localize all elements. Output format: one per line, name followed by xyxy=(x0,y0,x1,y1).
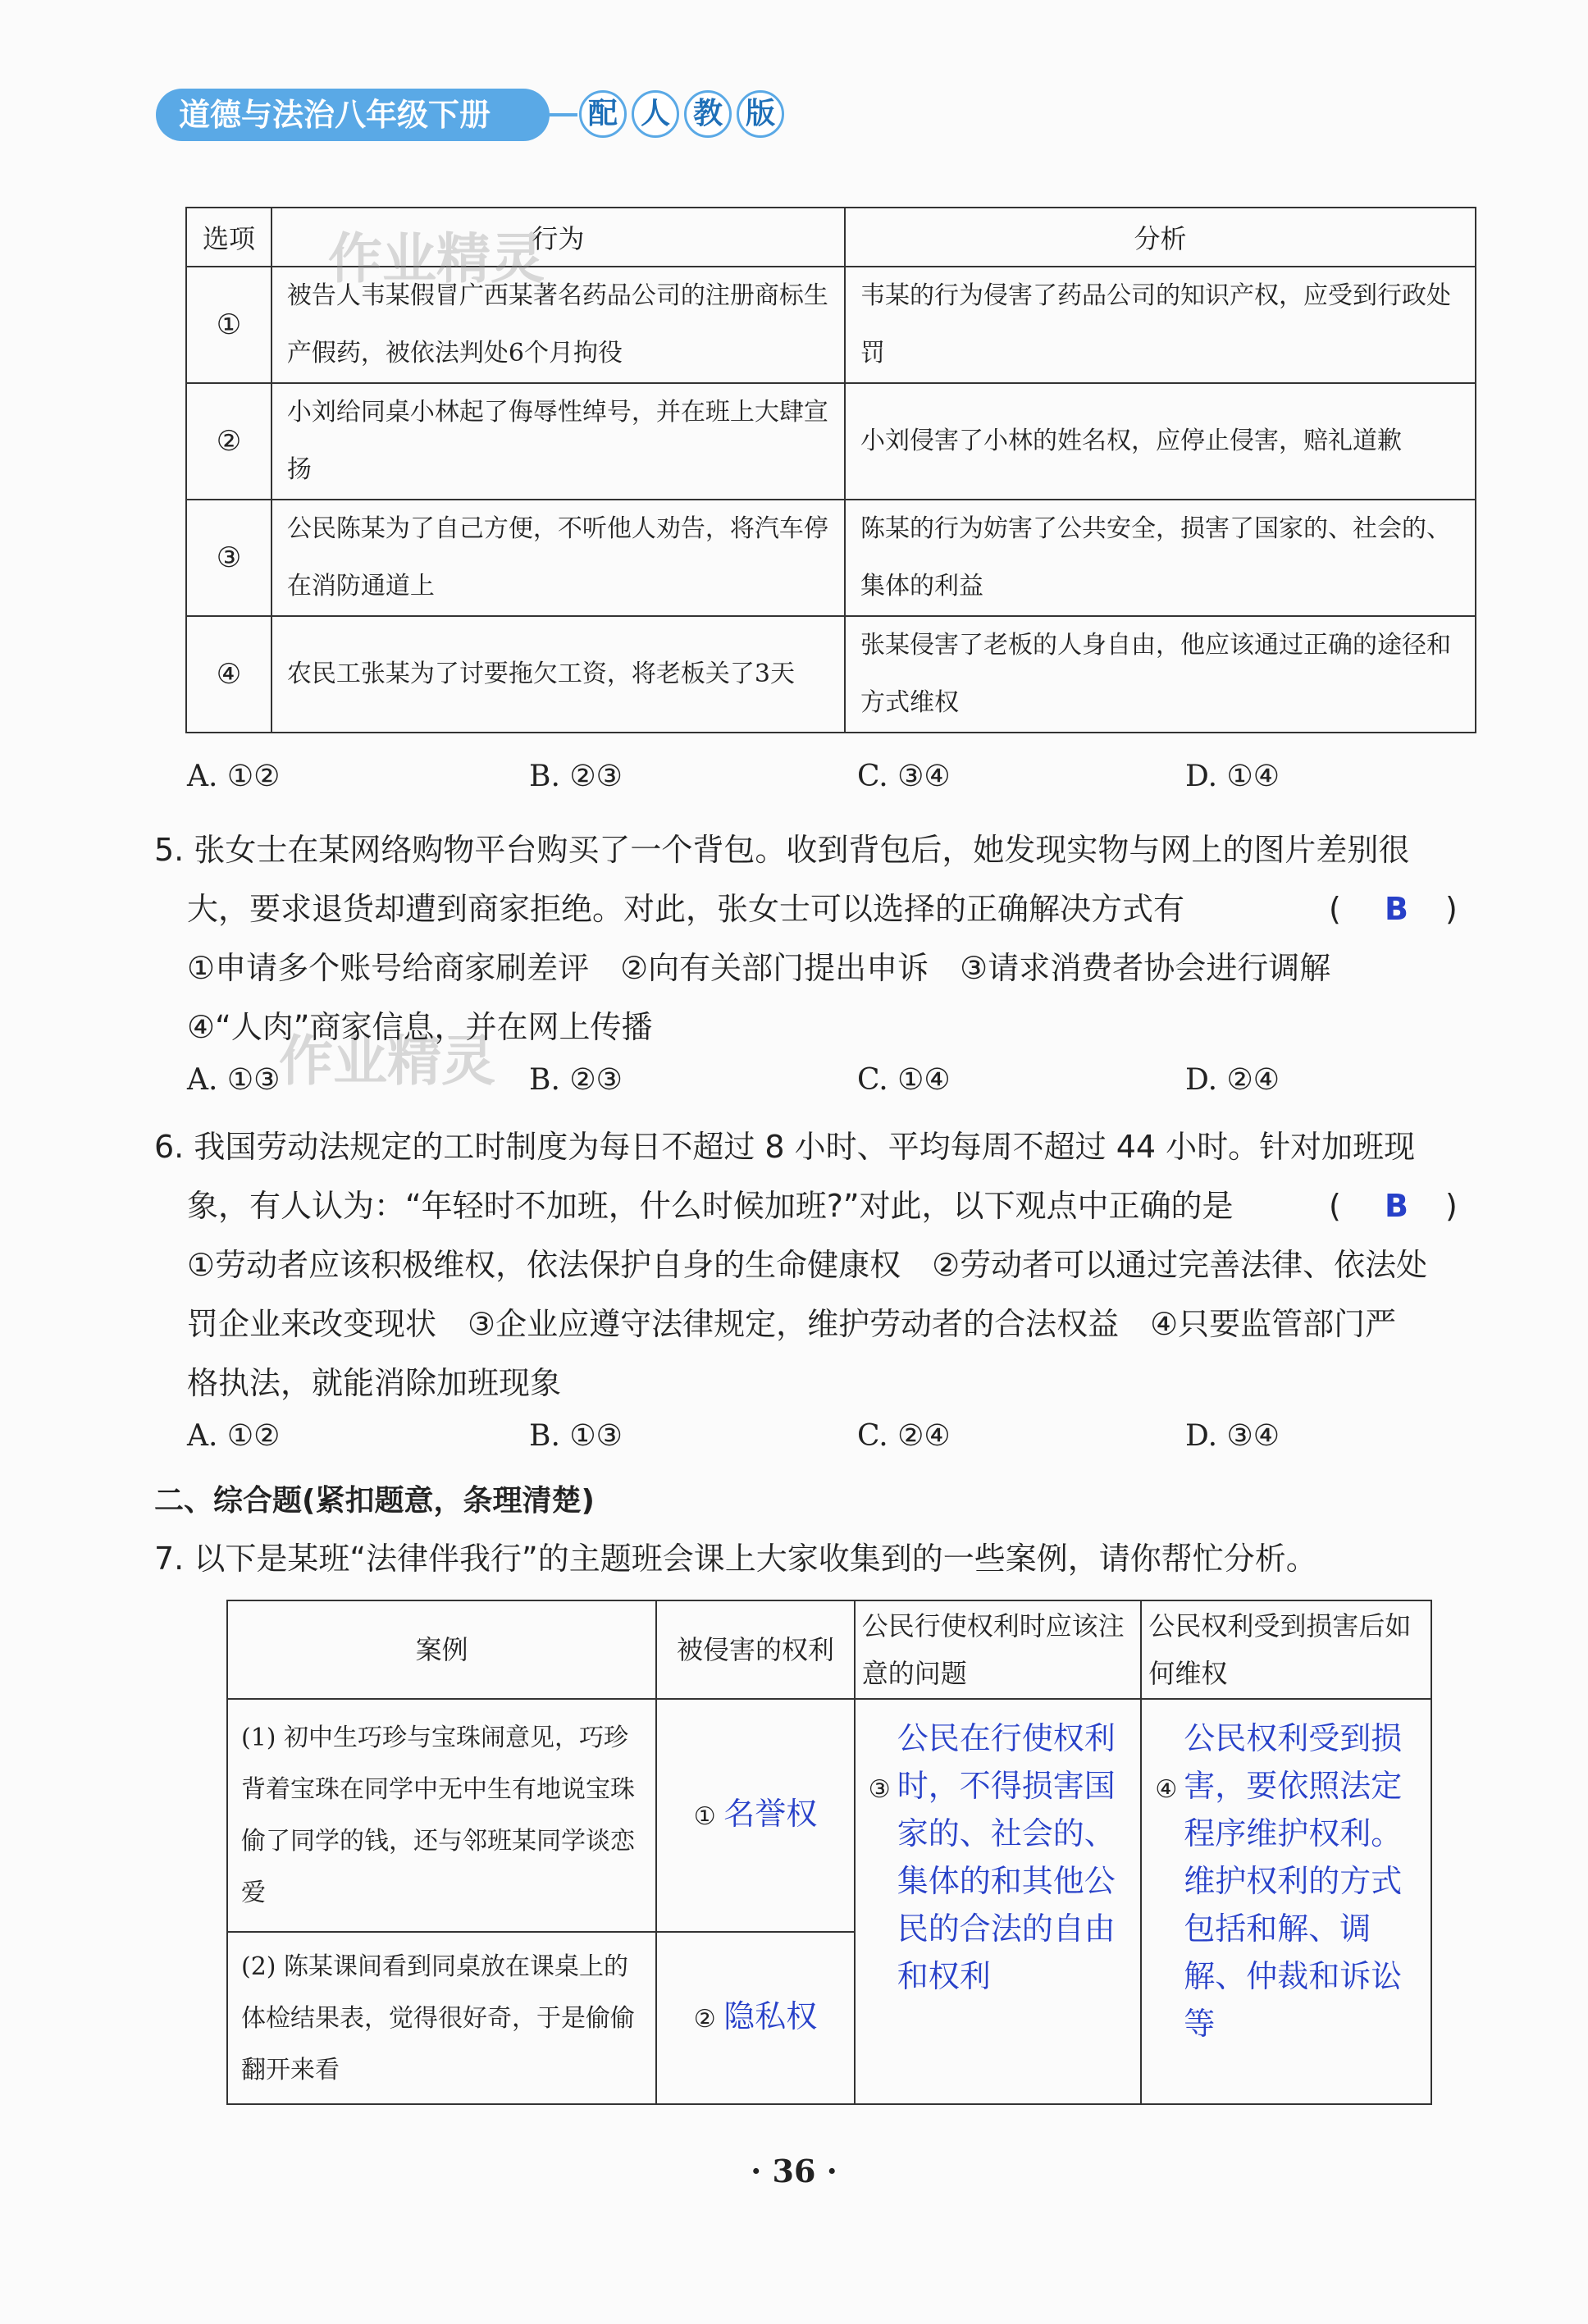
table-header: 行为 xyxy=(272,208,845,267)
section-heading: 二、综合题(紧扣题意，条理清楚) xyxy=(154,1484,595,1518)
edition-chip: 版 xyxy=(737,90,784,138)
choice-a: A. ①③ xyxy=(187,1063,281,1097)
option-number: ② xyxy=(186,383,272,500)
edition-chip: 教 xyxy=(684,90,732,138)
blank-mark: ④ xyxy=(1155,1775,1178,1804)
option-number: ① xyxy=(186,267,272,383)
right-cell xyxy=(656,1699,855,1932)
choice-d: D. ①④ xyxy=(1185,760,1280,793)
question-5-line: ④“人肉”商家信息，并在网上传播 xyxy=(187,1009,653,1045)
case-cell: (1) 初中生巧珍与宝珠闹意见，巧珍背着宝珠在同学中无中生有地说宝珠偷了同学的钱，还与邻班某同学谈恋爱 xyxy=(227,1699,656,1932)
answer-paren-open: ( xyxy=(1329,1188,1341,1224)
answer-remedy: 公民权利受到损害，要依照法定程序维护权利。维护权利的方式包括和解、调解、仲裁和诉讼等 xyxy=(1184,1720,1403,2042)
question-6-line: 6. 我国劳动法规定的工时制度为每日不超过 8 小时、平均每周不超过 44 小时。针对加班现 xyxy=(154,1129,1416,1165)
right-cell xyxy=(656,1932,855,2104)
choice-c: C. ②④ xyxy=(857,1419,951,1453)
table-header: 案例 xyxy=(227,1600,656,1699)
analysis-cell: 小刘侵害了小林的姓名权，应停止侵害，赔礼道歉 xyxy=(845,383,1476,500)
answer-right-1: 名誉权 xyxy=(723,1796,818,1832)
choice-a: A. ①② xyxy=(187,1419,281,1453)
table-row xyxy=(186,383,1476,500)
behavior-cell: 农民工张某为了讨要拖欠工资，将老板关了3天 xyxy=(272,616,845,733)
analysis-cell: 张某侵害了老板的人身自由，他应该通过正确的途径和方式维权 xyxy=(845,616,1476,733)
question-6-line: 象，有人认为：“年轻时不加班，什么时候加班?”对此，以下观点中正确的是 xyxy=(187,1188,1234,1224)
question-5-line: ①申请多个账号给商家刷差评 ②向有关部门提出申诉 ③请求消费者协会进行调解 xyxy=(187,950,1331,986)
table-header: 公民权利受到损害后如何维权 xyxy=(1141,1600,1431,1699)
table-row xyxy=(186,616,1476,733)
remedy-cell xyxy=(1141,1699,1431,2104)
blank-mark: ③ xyxy=(868,1775,891,1804)
table-header: 公民行使权利时应该注意的问题 xyxy=(855,1600,1142,1699)
choice-a: A. ①② xyxy=(187,760,281,793)
attention-cell xyxy=(855,1699,1142,2104)
edition-chip: 人 xyxy=(632,90,679,138)
question-7-stem: 7. 以下是某班“法律伴我行”的主题班会课上大家收集到的一些案例，请你帮忙分析。 xyxy=(154,1541,1317,1577)
analysis-cell: 韦某的行为侵害了药品公司的知识产权，应受到行政处罚 xyxy=(845,267,1476,383)
question-5-line: 大，要求退货却遭到商家拒绝。对此，张女士可以选择的正确解决方式有 xyxy=(187,891,1185,927)
answer-attention: 公民在行使权利时，不得损害国家的、社会的、集体的和其他公民的合法的自由和权利 xyxy=(897,1720,1116,1994)
answer-mark: B xyxy=(1385,891,1408,927)
answer-paren-close: ) xyxy=(1445,891,1458,927)
question-5-line: 5. 张女士在某网络购物平台购买了一个背包。收到背包后，她发现实物与网上的图片差别很 xyxy=(154,832,1410,868)
question-6-line: 格执法，就能消除加班现象 xyxy=(187,1365,562,1401)
behavior-cell: 被告人韦某假冒广西某著名药品公司的注册商标生产假药，被依法判处6个月拘役 xyxy=(272,267,845,383)
table-header: 被侵害的权利 xyxy=(656,1600,855,1699)
page-number: · 36 · xyxy=(751,2153,837,2189)
book-title-banner: 道德与法治八年级下册 xyxy=(156,89,550,141)
table-row xyxy=(227,1699,1431,1932)
option-number: ④ xyxy=(186,616,272,733)
choice-d: D. ③④ xyxy=(1185,1419,1280,1453)
question-6-line: 罚企业来改变现状 ③企业应遵守法律规定，维护劳动者的合法权益 ④只要监管部门严 xyxy=(187,1306,1397,1342)
choice-c: C. ③④ xyxy=(857,760,951,793)
answer-right-2: 隐私权 xyxy=(723,1998,818,2034)
table-header: 分析 xyxy=(845,208,1476,267)
choice-d: D. ②④ xyxy=(1185,1063,1280,1097)
case-cell: (2) 陈某课间看到同桌放在课桌上的体检结果表，觉得很好奇，于是偷偷翻开来看 xyxy=(227,1932,656,2104)
watermark: 作业精灵 xyxy=(328,227,545,290)
analysis-cell: 陈某的行为妨害了公共安全，损害了国家的、社会的、集体的利益 xyxy=(845,500,1476,616)
question-6-line: ①劳动者应该积极维权，依法保护自身的生命健康权 ②劳动者可以通过完善法律、依法处 xyxy=(187,1247,1428,1283)
blank-mark: ① xyxy=(693,1802,716,1831)
table-row xyxy=(186,500,1476,616)
answer-mark: B xyxy=(1385,1188,1408,1224)
choice-c: C. ①④ xyxy=(857,1063,951,1097)
answer-paren-open: ( xyxy=(1329,891,1341,927)
case-analysis-table xyxy=(226,1600,1432,2105)
choice-b: B. ②③ xyxy=(529,760,623,793)
blank-mark: ② xyxy=(693,2005,716,2034)
behavior-cell: 小刘给同桌小林起了侮辱性绰号，并在班上大肆宣扬 xyxy=(272,383,845,500)
choice-b: B. ②③ xyxy=(529,1063,623,1097)
answer-paren-close: ) xyxy=(1445,1188,1458,1224)
table-header: 选项 xyxy=(186,208,272,267)
watermark: 作业精灵 xyxy=(279,1030,495,1093)
choice-b: B. ①③ xyxy=(529,1419,623,1453)
banner-connector xyxy=(548,113,577,116)
behavior-cell: 公民陈某为了自己方便，不听他人劝告，将汽车停在消防通道上 xyxy=(272,500,845,616)
option-number: ③ xyxy=(186,500,272,616)
edition-chip: 配 xyxy=(579,90,627,138)
